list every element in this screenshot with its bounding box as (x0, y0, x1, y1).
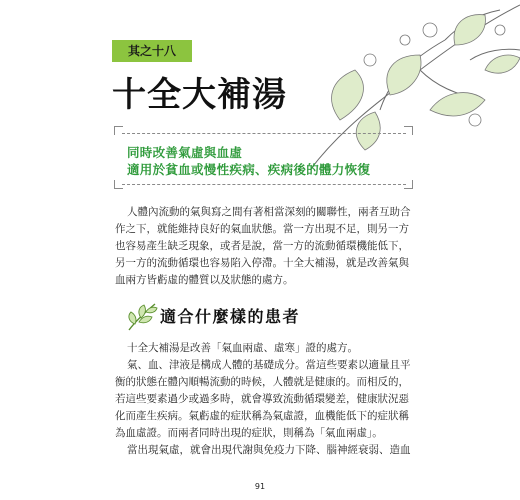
intro-line: 血兩方皆虧虛的體質以及狀態的處方。 (115, 274, 294, 286)
intro-line: 作之下，就能維持良好的氣血狀態。當一方出現不足，則另一方 (115, 223, 409, 235)
intro-line: 也容易產生缺乏現象，或者是說，當一方的流動循環機能低下， (115, 240, 409, 252)
corner-mark (114, 126, 123, 135)
leaf-sprig-icon (125, 300, 159, 334)
corner-mark (404, 180, 413, 189)
section-line: 衡的狀態在體內順暢流動的時候，人體就是健康的。而相反的， (115, 376, 409, 388)
section-line: 若這些要素過少或過多時，就會導致流動循環變差，健康狀況惡 (115, 393, 409, 405)
intro-line: 另一方的流動循環也容易陷入停滯。十全大補湯，就是改善氣與 (115, 257, 409, 269)
subtitle-line-2: 適用於貧血或慢性疾病、疾病後的體力恢復 (127, 162, 371, 177)
intro-line: 人體內流動的氣與寫之間有著相當深刻的關聯性，兩者互助合 (127, 206, 411, 218)
section-line: 氣、血、津液是構成人體的基礎成分。當這些要素以適量且平 (127, 359, 411, 371)
section-line: 化而產生疾病。氣虧虛的症狀稱為氣虛證，血機能低下的症狀稱 (115, 410, 409, 422)
section-line: 為血虛證。而兩者同時出現的症狀，則稱為「氣血兩虛」。 (115, 427, 383, 439)
section-line: 當出現氣虛，就會出現代謝與免疫力下降、腦神經衰弱、造血 (127, 444, 411, 456)
chapter-tag: 其之十八 (112, 40, 192, 62)
subtitle-divider-top (122, 133, 406, 134)
subtitle-divider-bottom (122, 184, 406, 185)
section-heading: 適合什麼樣的患者 (160, 307, 301, 326)
page-title: 十全大補湯 (112, 75, 287, 115)
subtitle-line-1: 同時改善氣虛與血虛 (127, 145, 243, 160)
section-line: 十全大補湯是改善「氣血兩虛、虛寒」證的處方。 (127, 342, 358, 354)
page-number: 91 (254, 482, 266, 491)
corner-mark (114, 180, 123, 189)
corner-mark (404, 126, 413, 135)
